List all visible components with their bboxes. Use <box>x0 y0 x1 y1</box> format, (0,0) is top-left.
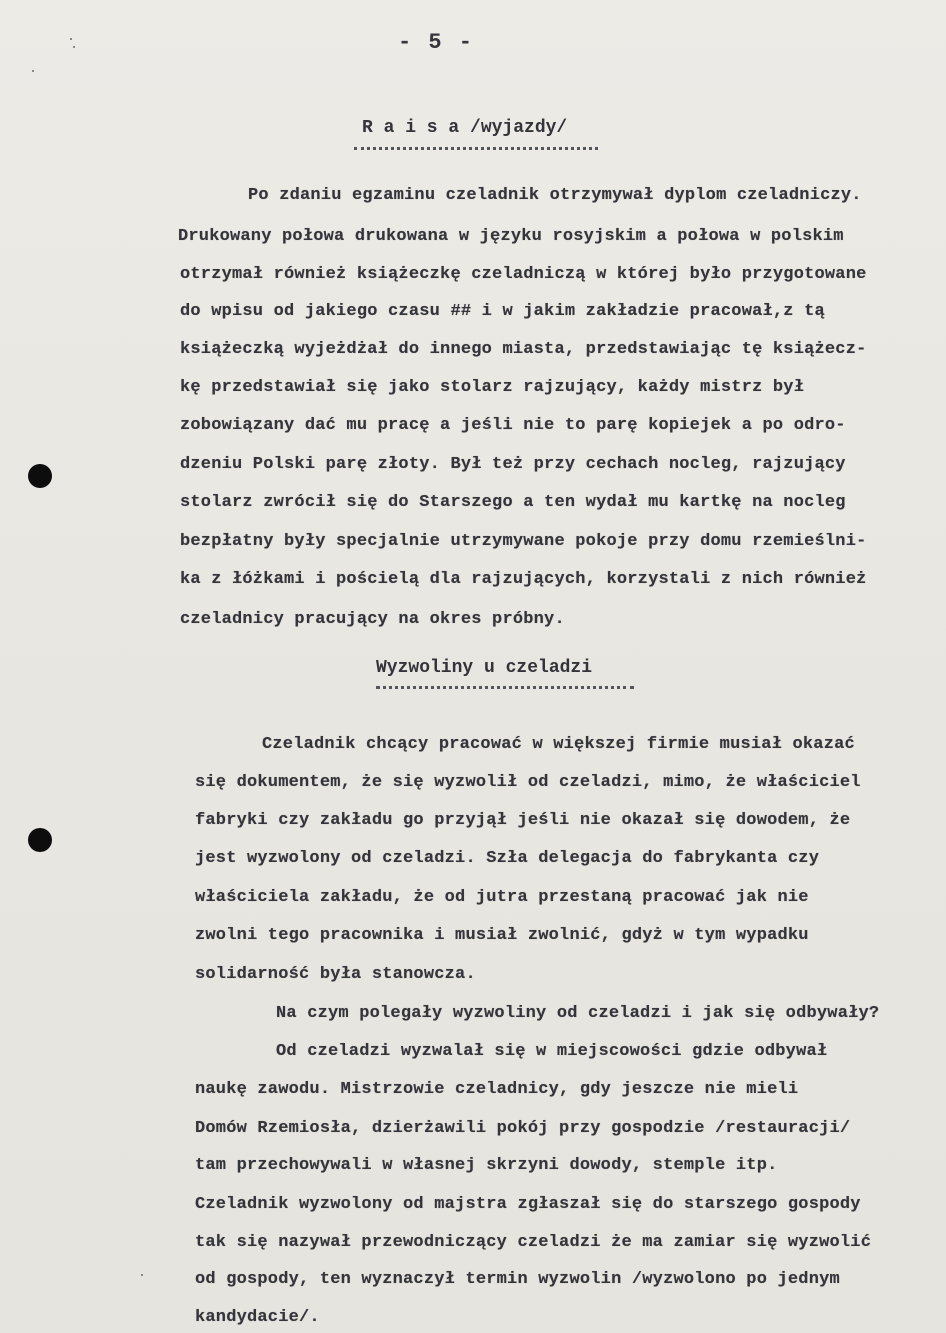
body-line: fabryki czy zakładu go przyjął jeśli nie okazał się dowodem, że <box>195 811 851 830</box>
body-line: od gospody, ten wyznaczył termin wyzwolin /wyzwolono po jednym <box>195 1270 840 1289</box>
binder-hole-bottom <box>28 828 52 852</box>
body-line: Od czeladzi wyzwalał się w miejscowości gdzie odbywał <box>276 1042 828 1061</box>
body-line: Na czym polegały wyzwoliny od czeladzi i jak się odbywały? <box>276 1004 880 1023</box>
paper-speck <box>70 38 72 40</box>
body-line: książeczką wyjeżdżał do innego miasta, przedstawiając tę książecz- <box>180 340 867 359</box>
body-line: Czeladnik wyzwolony od majstra zgłaszał się do starszego gospody <box>195 1195 861 1214</box>
heading-underline <box>354 147 598 150</box>
body-line: zobowiązany dać mu pracę a jeśli nie to parę kopiejek a po odro- <box>180 416 846 435</box>
paper-speck <box>73 46 75 48</box>
body-line: kę przedstawiał się jako stolarz rajzujący, każdy mistrz był <box>180 378 805 397</box>
body-line: czeladnicy pracujący na okres próbny. <box>180 610 565 629</box>
body-line: naukę zawodu. Mistrzowie czeladnicy, gdy jeszcze nie mieli <box>195 1080 799 1099</box>
body-line: jest wyzwolony od czeladzi. Szła delegacja do fabrykanta czy <box>195 849 820 868</box>
body-line: Czeladnik chcący pracować w większej firmie musiał okazać <box>262 735 855 754</box>
paper-speck <box>32 70 34 72</box>
heading-underline <box>376 686 634 689</box>
body-line: Domów Rzemiosła, dzierżawili pokój przy gospodzie /restauracji/ <box>195 1119 851 1138</box>
body-line: otrzymał również książeczkę czeladniczą w której było przygotowane <box>180 265 867 284</box>
body-line: właściciela zakładu, że od jutra przestaną pracować jak nie <box>195 888 809 907</box>
body-line: zwolni tego pracownika i musiał zwolnić, gdyż w tym wypadku <box>195 926 809 945</box>
body-line: kandydacie/. <box>195 1308 320 1327</box>
body-line: bezpłatny były specjalnie utrzymywane pokoje przy domu rzemieślni- <box>180 532 867 551</box>
section-heading-wyzwoliny: Wyzwoliny u czeladzi <box>376 658 593 678</box>
body-line: tak się nazywał przewodniczący czeladzi że ma zamiar się wyzwolić <box>195 1233 872 1252</box>
body-line: Drukowany połowa drukowana w języku rosyjskim a połowa w polskim <box>178 227 844 246</box>
paper-speck <box>141 1274 143 1276</box>
body-line: do wpisu od jakiego czasu ## i w jakim zakładzie pracował,z tą <box>180 302 825 321</box>
body-line: ka z łóżkami i pościelą dla rajzujących, korzystali z nich również <box>180 570 867 589</box>
body-line: tam przechowywali w własnej skrzyni dowody, stemple itp. <box>195 1156 778 1175</box>
body-line: się dokumentem, że się wyzwolił od czeladzi, mimo, że właściciel <box>195 773 861 792</box>
binder-hole-top <box>28 464 52 488</box>
body-line: solidarność była stanowcza. <box>195 965 476 984</box>
page-number: - 5 - <box>398 30 475 55</box>
body-line: stolarz zwrócił się do Starszego a ten wydał mu kartkę na nocleg <box>180 493 846 512</box>
body-line: dzeniu Polski parę złoty. Był też przy cechach nocleg, rajzujący <box>180 455 846 474</box>
section-heading-raisa: R a i s a /wyjazdy/ <box>362 118 568 138</box>
body-line: Po zdaniu egzaminu czeladnik otrzymywał dyplom czeladniczy. <box>248 186 862 205</box>
